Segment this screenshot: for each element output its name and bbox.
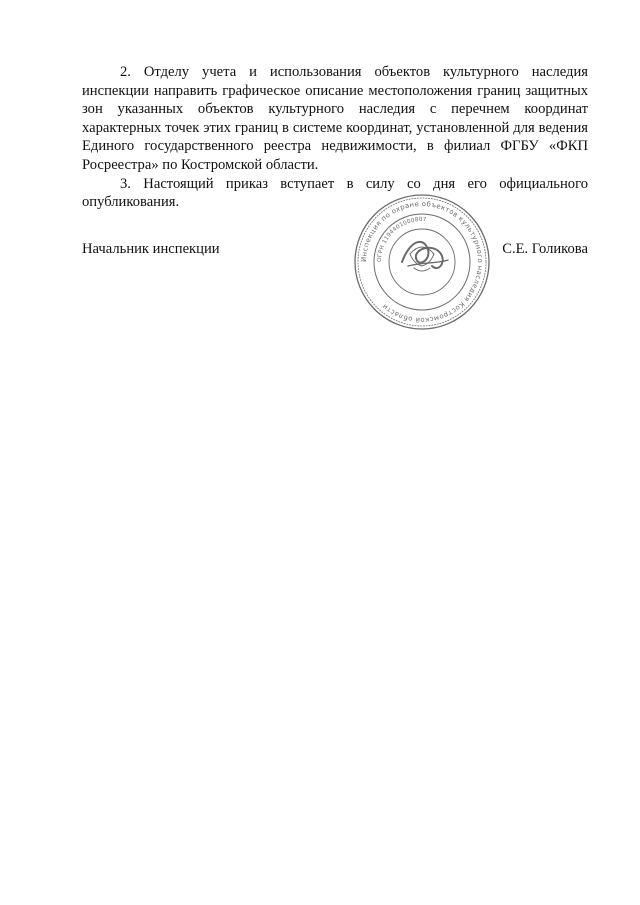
signatory-name: С.Е. Голикова — [502, 241, 588, 257]
document-body — [82, 63, 588, 212]
signatory-title: Начальник инспекции — [82, 241, 220, 257]
paragraph-2: 2. Отделу учета и использования объектов культурного наследия инспекции направить графическое описание местоположения границ защитных зон указанных объектов культурного наследия с перечнем координат характерных точек этих границ в системе координат, установленной для ведения Единого государственного реестра недвижимости, в филиал ФГБУ «ФКП Росреестра» по Костромской области. — [82, 64, 588, 173]
paragraph-3: 3. Настоящий приказ вступает в силу со дня его официального опубликования. — [82, 175, 588, 211]
seal-inner-text: ОГРН 1194401000807 — [376, 216, 427, 263]
seal-outer-text: Инспекция по охране объектов культурного наследия Костромской области — [359, 199, 485, 325]
seal-emblem-base — [414, 268, 430, 271]
seal-stamp-icon — [352, 192, 492, 332]
signature-block — [82, 240, 588, 260]
